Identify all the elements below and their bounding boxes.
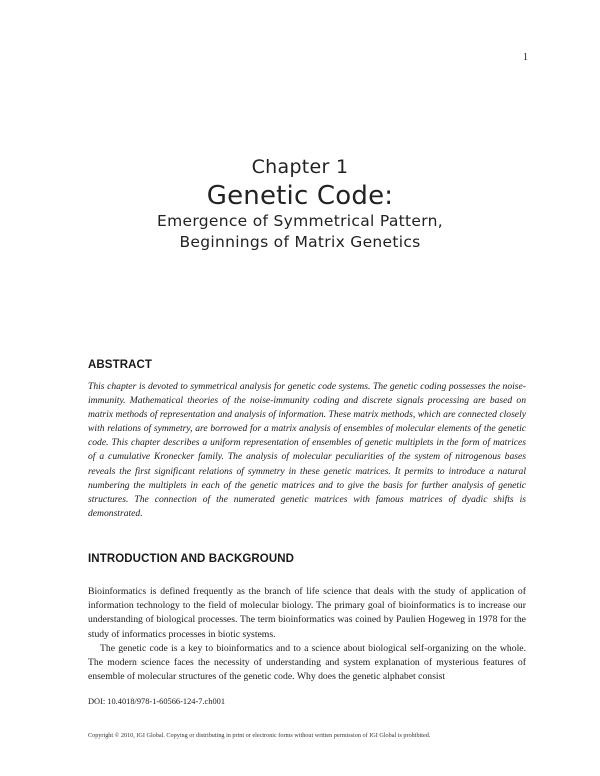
chapter-label: Chapter 1 (251, 156, 349, 178)
introduction-paragraph-2: The genetic code is a key to bioinformatics and to a science about biological self-organizing on the whole. The modern science faces the necessity of understanding and system explanation of mysterious features of ensemble of molecular structures of the genetic code. Why does the genetic alphabet consist (88, 642, 526, 683)
chapter-subtitle-line-2: Beginnings of Matrix Genetics (179, 233, 421, 251)
page-number: 1 (523, 52, 528, 63)
copyright-notice: Copyright © 2010, IGI Global. Copying or distributing in print or electronic forms without written permission of IGI Global is prohibited. (88, 732, 431, 739)
introduction-heading: INTRODUCTION AND BACKGROUND (88, 553, 295, 565)
chapter-subtitle-line-1: Emergence of Symmetrical Pattern, (157, 212, 443, 230)
doi-line: DOI: 10.4018/978-1-60566-124-7.ch001 (88, 697, 226, 706)
chapter-title: Genetic Code: (206, 181, 394, 211)
chapter-heading (0, 155, 600, 253)
introduction-body (88, 585, 526, 684)
abstract-text: This chapter is devoted to symmetrical analysis for genetic code systems. The genetic coding possesses the noise-immunity. Mathematical theories of the noise-immunity coding and discrete signals processing are based on matrix methods of representation and analysis of information. These matrix methods, which are connected closely with relations of symmetry, are borrowed for a matrix analysis of ensembles of molecular elements of the genetic code. This chapter describes a uniform representation of ensembles of genetic multiplets in the form of matrices of a cumulative Kronecker family. The analysis of molecular peculiarities of the system of nitrogenous bases reveals the first significant relations of symmetry in these genetic matrices. It permits to introduce a natural numbering the multiplets in each of the genetic matrices and to give the basis for further analysis of genetic structures. The connection of the numerated genetic matrices with famous matrices of dyadic shifts is demonstrated. (88, 381, 526, 519)
abstract-heading: ABSTRACT (88, 359, 153, 371)
introduction-paragraph-1: Bioinformatics is defined frequently as the branch of life science that deals with the study of application of information technology to the field of molecular biology. The primary goal of bioinformatics is to increase our understanding of biological processes. The term bioinformatics was coined by Paulien Hogeweg in 1978 for the study of informatics processes in biotic systems. (88, 586, 526, 640)
